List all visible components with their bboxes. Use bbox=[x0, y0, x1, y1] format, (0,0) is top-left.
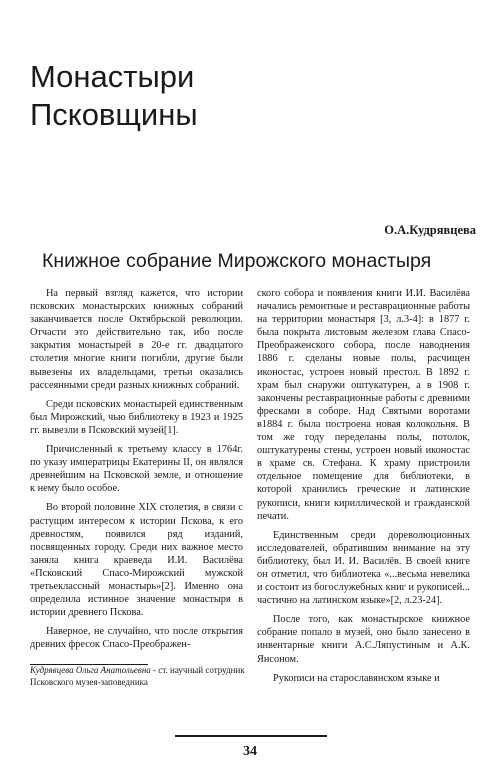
paragraph: Причисленный к третьему классу в 1764г. по указу императрицы Екатерины II, он являлся древнейшим на Псковской земле, и отношение к нему было особое. bbox=[30, 444, 243, 495]
article-author: О.А.Кудрявцева bbox=[384, 223, 476, 237]
page-number-rule bbox=[175, 735, 327, 737]
paragraph-continuation: ского собора и появления книги И.И. Василёва начались ремонтные и реставрационные работы на территории монастыря [3, л.3-4]: в 1877 г. была покрыта листовым железом глава Спасо-Преображенского собора, после наводнения 1886 г. сделаны новые полы, расчищен иконостас, устроен новый престол. В 1892 г. храм был снаружи оштукатурен, а в 1908 г. закончены реставрационные работы с древними фресками в соборе. Над Святыми воротами в1884 г. была построена новая колокольня. В том же году переделаны полы, потолок, оштукатурены стены, устроен новый иконостас в храме св. Стефана. К храму пристроили отдельное помещение для библиотеки, в которой хранились греческие и латинские рукописи, книги кириллической и гражданской печати. bbox=[257, 288, 470, 522]
left-text-column bbox=[30, 287, 243, 671]
paragraph: После того, как монастырское книжное собрание попало в музей, оно было занесено в инвентарные книги А.С.Ляпустиным и А.К. Янсоном. bbox=[257, 614, 470, 665]
page-number: 34 bbox=[243, 744, 257, 759]
paragraph: Наверное, не случайно, что после открытия древних фресок Спасо-Преображен- bbox=[30, 626, 243, 651]
footnote bbox=[30, 665, 245, 688]
section-title bbox=[30, 58, 198, 134]
footnote-author-role: - ст. научный сотрудник Псковского музея-заповедника bbox=[30, 665, 245, 687]
section-title-line-2: Псковщины bbox=[30, 97, 198, 132]
footnote-author-name: Кудрявцева Ольга Анатольевна bbox=[30, 665, 151, 675]
article-title: Книжное собрание Мирожского монастыря bbox=[42, 250, 432, 272]
paragraph: Единственным среди дореволюционных исследователей, обратившим внимание на эту библиотеку, был И. И. Василёв. В своей книге он отметил, что библиотека «...весьма невелика и состоит из богослужебных книг и рукописей... частично на латинском языке»[2, л.23-24]. bbox=[257, 529, 470, 607]
paragraph: Среди псковских монастырей единственным был Мирожский, чью библиотеку в 1923 и 1925 гг. вывезли в Псковский музей[1]. bbox=[30, 398, 243, 436]
paragraph: На первый взгляд кажется, что истории псковских монастырских книжных собраний заканчивается после Октябрьской революции. Отчасти это действительно так, ибо после закрытия монастырей в 20-е гг. двадцатого столетия многие книги погибли, другие были вывезены их владельцами, третьи оказались рассеянными среди разных книжных собраний. bbox=[30, 288, 243, 391]
section-title-line-1: Монастыри bbox=[30, 59, 195, 94]
paragraph: Рукописи на старославянском языке и bbox=[273, 672, 440, 684]
paragraph: Во второй половине XIX столетия, в связи с растущим интересом к истории Пскова, к его древностям, появился ряд изданий, посвященных городу. Среди них важное место заняла книга краеведа И.И. Василёва «Псковский Спасо-Мирожский мужской третьеклассный монастырь»[2]. Именно она определила истинное значение монастыря в истории древнего Пскова. bbox=[30, 502, 243, 619]
right-text-column bbox=[257, 287, 470, 732]
